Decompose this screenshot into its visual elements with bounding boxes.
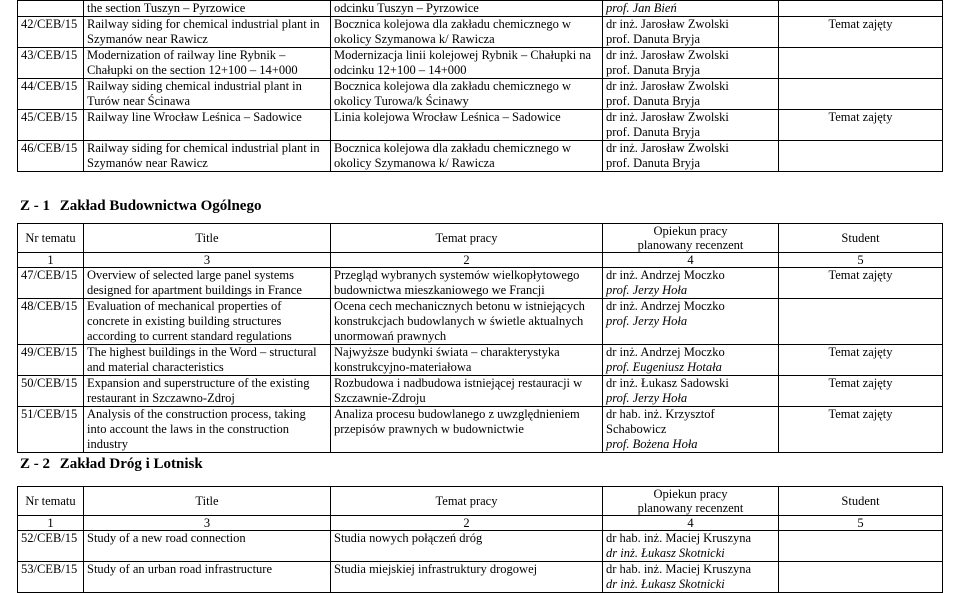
topic-title-en-line: Railway line Wrocław Leśnica – Sadowice xyxy=(87,110,302,124)
topic-title-pl-line: Przegląd wybranych systemów wielkopłytowego xyxy=(334,268,580,282)
topic-number: 44/CEB/15 xyxy=(18,79,84,110)
topic-title-pl-cell xyxy=(331,531,603,562)
table-row xyxy=(18,562,943,593)
supervisor-name: prof. Eugeniusz Hotała xyxy=(606,360,722,374)
student-status: Temat zajęty xyxy=(779,407,943,453)
topic-title-en-line: Railway siding for chemical industrial plant in xyxy=(87,141,320,155)
student-status xyxy=(779,48,943,79)
table-row xyxy=(18,110,943,141)
supervisor-name: prof. Danuta Bryja xyxy=(606,63,701,77)
supervisor-name: dr inż. Jarosław Zwolski xyxy=(606,48,729,62)
topic-title-pl-line: okolicy Szymanowa k/ Rawicza xyxy=(334,32,495,46)
topic-title-pl-line: Rozbudowa i nadbudowa istniejącej restauracji w xyxy=(334,376,583,390)
topic-title-pl-line: konstrukcyjno-materiałowa xyxy=(334,360,472,374)
topic-number xyxy=(18,1,84,17)
topic-title-en-cell xyxy=(84,48,331,79)
header-nr: Nr tematu xyxy=(18,487,84,516)
topic-title-en-cell xyxy=(84,562,331,593)
supervisor-name: prof. Danuta Bryja xyxy=(606,125,701,139)
topic-title-en-line: concrete in existing building structures xyxy=(87,314,282,328)
topic-title-en-cell xyxy=(84,268,331,299)
topic-title-en-cell xyxy=(84,345,331,376)
supervisor-cell xyxy=(603,376,779,407)
column-number: 1 xyxy=(18,253,84,268)
supervisor-name: dr hab. inż. Maciej Kruszyna xyxy=(606,562,752,576)
student-status xyxy=(779,1,943,17)
supervisor-cell xyxy=(603,141,779,172)
header-nr: Nr tematu xyxy=(18,224,84,253)
topic-title-pl-line: Analiza procesu budowlanego z uwzględnieniem xyxy=(334,407,580,421)
column-number-row xyxy=(18,516,943,531)
topic-title-en-line: The highest buildings in the Word – structural xyxy=(87,345,317,359)
header-student: Student xyxy=(779,487,943,516)
topic-number: 48/CEB/15 xyxy=(18,299,84,345)
topic-title-pl-line: Najwyższe budynki świata – charakterystyka xyxy=(334,345,560,359)
supervisor-name: dr inż. Jarosław Zwolski xyxy=(606,110,729,124)
section-z2-body xyxy=(18,531,943,593)
header-title: Title xyxy=(84,487,331,516)
supervisor-cell xyxy=(603,268,779,299)
supervisor-cell xyxy=(603,562,779,593)
topic-title-en-line: Expansion and superstructure of the existing xyxy=(87,376,310,390)
topic-title-en-cell xyxy=(84,110,331,141)
table-header-row xyxy=(18,487,943,516)
student-status: Temat zajęty xyxy=(779,376,943,407)
section-heading-z1 xyxy=(20,198,267,215)
supervisor-name: dr inż. Łukasz Sadowski xyxy=(606,376,729,390)
topic-title-pl-line: budownictwa mieszkaniowego we Francji xyxy=(334,283,545,297)
column-number: 5 xyxy=(779,516,943,531)
supervisor-name: prof. Jan Bień xyxy=(606,1,677,15)
supervisor-name: dr inż. Andrzej Moczko xyxy=(606,345,725,359)
topic-number: 49/CEB/15 xyxy=(18,345,84,376)
student-status: Temat zajęty xyxy=(779,268,943,299)
supervisor-name: dr inż. Jarosław Zwolski xyxy=(606,79,729,93)
table-header-row xyxy=(18,224,943,253)
topic-number: 42/CEB/15 xyxy=(18,17,84,48)
supervisor-cell xyxy=(603,531,779,562)
topic-title-pl-line: Bocznica kolejowa dla zakładu chemicznego w xyxy=(334,79,572,93)
supervisor-name: dr hab. inż. Krzysztof xyxy=(606,407,715,421)
student-status: Temat zajęty xyxy=(779,345,943,376)
section-z1-body xyxy=(18,268,943,453)
supervisor-name: Schabowicz xyxy=(606,422,667,436)
topic-title-en-line: and material characteristics xyxy=(87,360,224,374)
topic-title-pl-cell xyxy=(331,376,603,407)
supervisor-name: prof. Jerzy Hoła xyxy=(606,283,688,297)
topic-title-pl-line: przepisów prawnych w budownictwie xyxy=(334,422,524,436)
table-row xyxy=(18,299,943,345)
header-supervisor-line2: planowany recenzent xyxy=(637,501,744,515)
topic-title-pl-line: okolicy Turowa/k Ścinawy xyxy=(334,94,469,108)
topic-title-en-cell xyxy=(84,141,331,172)
topic-title-en-cell xyxy=(84,79,331,110)
student-status: Temat zajęty xyxy=(779,110,943,141)
supervisor-cell xyxy=(603,17,779,48)
section-z1-table xyxy=(17,223,943,453)
topic-title-pl-cell xyxy=(331,407,603,453)
supervisor-name: dr inż. Jarosław Zwolski xyxy=(606,141,729,155)
topic-title-en-line: designed for apartment buildings in France xyxy=(87,283,302,297)
table-row xyxy=(18,141,943,172)
supervisor-cell xyxy=(603,1,779,17)
table-row xyxy=(18,376,943,407)
table-row xyxy=(18,268,943,299)
student-status: Temat zajęty xyxy=(779,17,943,48)
topic-number: 45/CEB/15 xyxy=(18,110,84,141)
section-name: Zakład Dróg i Lotnisk xyxy=(59,456,203,472)
topic-title-en-line: Railway siding for chemical industrial plant in xyxy=(87,17,320,31)
topic-title-en-line: Szymanów near Rawicz xyxy=(87,156,208,170)
column-number: 1 xyxy=(18,516,84,531)
header-supervisor xyxy=(603,224,779,253)
top-topics-body xyxy=(18,1,943,172)
column-number: 4 xyxy=(603,253,779,268)
topic-title-pl-line: Ocena cech mechanicznych betonu w istniejących xyxy=(334,299,585,313)
section-heading-z2 xyxy=(20,456,209,473)
topic-title-pl-cell xyxy=(331,562,603,593)
student-status xyxy=(779,531,943,562)
topic-title-en-line: the section Tuszyn – Pyrzowice xyxy=(87,1,246,15)
topic-number: 46/CEB/15 xyxy=(18,141,84,172)
supervisor-name: prof. Danuta Bryja xyxy=(606,32,701,46)
supervisor-cell xyxy=(603,110,779,141)
table-row xyxy=(18,407,943,453)
topic-title-pl-line: Studia miejskiej infrastruktury drogowej xyxy=(334,562,538,576)
topic-title-pl-cell xyxy=(331,110,603,141)
topic-number: 51/CEB/15 xyxy=(18,407,84,453)
topic-title-pl-cell xyxy=(331,48,603,79)
topic-title-pl-line: odcinku Tuszyn – Pyrzowice xyxy=(334,1,479,15)
topic-title-en-line: Study of a new road connection xyxy=(87,531,246,545)
topic-title-pl-line: Studia nowych połączeń dróg xyxy=(334,531,483,545)
section-z2-table xyxy=(17,486,943,593)
topic-title-en-line: Szymanów near Rawicz xyxy=(87,32,208,46)
topic-title-en-line: into account the laws in the construction xyxy=(87,422,290,436)
topic-title-en-line: Chałupki on the section 12+100 – 14+000 xyxy=(87,63,298,77)
supervisor-cell xyxy=(603,48,779,79)
topic-title-pl-cell xyxy=(331,1,603,17)
topic-number: 53/CEB/15 xyxy=(18,562,84,593)
topic-title-en-cell xyxy=(84,299,331,345)
supervisor-cell xyxy=(603,79,779,110)
student-status xyxy=(779,79,943,110)
table-row xyxy=(18,345,943,376)
topic-title-en-line: restaurant in Szczawno-Zdroj xyxy=(87,391,235,405)
topic-title-en-line: Analysis of the construction process, taking xyxy=(87,407,306,421)
topic-title-pl-cell xyxy=(331,17,603,48)
topic-title-pl-cell xyxy=(331,79,603,110)
supervisor-cell xyxy=(603,345,779,376)
table-row xyxy=(18,48,943,79)
topic-title-en-line: Study of an urban road infrastructure xyxy=(87,562,273,576)
topic-title-pl-line: Szczawnie-Zdroju xyxy=(334,391,426,405)
column-number: 5 xyxy=(779,253,943,268)
topic-title-en-line: Modernization of railway line Rybnik – xyxy=(87,48,286,62)
column-number: 3 xyxy=(84,253,331,268)
topic-title-en-line: industry xyxy=(87,437,128,451)
section-code: Z - 2 xyxy=(20,456,50,472)
header-temat: Temat pracy xyxy=(331,224,603,253)
supervisor-name: dr hab. inż. Maciej Kruszyna xyxy=(606,531,752,545)
topic-title-en-line: Evaluation of mechanical properties of xyxy=(87,299,282,313)
topic-title-en-cell xyxy=(84,17,331,48)
supervisor-name: dr inż. Łukasz Skotnicki xyxy=(606,546,725,560)
topic-title-en-cell xyxy=(84,1,331,17)
topic-title-pl-cell xyxy=(331,299,603,345)
topic-title-pl-cell xyxy=(331,345,603,376)
student-status xyxy=(779,299,943,345)
supervisor-name: prof. Danuta Bryja xyxy=(606,156,701,170)
supervisor-name: prof. Jerzy Hoła xyxy=(606,314,688,328)
supervisor-name: dr inż. Jarosław Zwolski xyxy=(606,17,729,31)
topic-title-pl-line: Modernizacja linii kolejowej Rybnik – Chałupki na xyxy=(334,48,592,62)
header-supervisor xyxy=(603,487,779,516)
supervisor-name: prof. Jerzy Hoła xyxy=(606,391,688,405)
topic-title-en-cell xyxy=(84,407,331,453)
topic-title-pl-cell xyxy=(331,141,603,172)
supervisor-cell xyxy=(603,299,779,345)
header-title: Title xyxy=(84,224,331,253)
topic-title-en-cell xyxy=(84,376,331,407)
header-student: Student xyxy=(779,224,943,253)
topic-title-pl-line: unormowań prawnych xyxy=(334,329,447,343)
table-row xyxy=(18,531,943,562)
supervisor-cell xyxy=(603,407,779,453)
section-code: Z - 1 xyxy=(20,198,50,214)
column-number: 4 xyxy=(603,516,779,531)
topic-title-pl-line: okolicy Szymanowa k/ Rawicza xyxy=(334,156,495,170)
student-status xyxy=(779,141,943,172)
topic-title-en-line: Railway siding chemical industrial plant in xyxy=(87,79,302,93)
header-supervisor-line2: planowany recenzent xyxy=(637,238,744,252)
supervisor-name: dr inż. Andrzej Moczko xyxy=(606,299,725,313)
supervisor-name: prof. Bożena Hoła xyxy=(606,437,698,451)
section-name: Zakład Budownictwa Ogólnego xyxy=(59,198,262,214)
topic-title-pl-line: Bocznica kolejowa dla zakładu chemicznego w xyxy=(334,141,572,155)
topic-title-pl-line: Bocznica kolejowa dla zakładu chemicznego w xyxy=(334,17,572,31)
column-number: 2 xyxy=(331,516,603,531)
header-supervisor-line1: Opiekun pracy xyxy=(653,487,728,501)
table-row xyxy=(18,1,943,17)
topic-title-en-cell xyxy=(84,531,331,562)
top-topics-table xyxy=(17,0,943,172)
supervisor-name: dr inż. Łukasz Skotnicki xyxy=(606,577,725,591)
supervisor-name: prof. Danuta Bryja xyxy=(606,94,701,108)
header-temat: Temat pracy xyxy=(331,487,603,516)
column-number: 3 xyxy=(84,516,331,531)
topic-number: 50/CEB/15 xyxy=(18,376,84,407)
topic-title-en-line: Overview of selected large panel systems xyxy=(87,268,294,282)
column-number-row xyxy=(18,253,943,268)
topic-title-pl-line: konstrukcjach budowlanych w świetle aktualnych xyxy=(334,314,584,328)
topic-title-en-line: Turów near Ścinawa xyxy=(87,94,190,108)
topic-title-en-line: according to current standard regulations xyxy=(87,329,292,343)
supervisor-name: dr inż. Andrzej Moczko xyxy=(606,268,725,282)
student-status xyxy=(779,562,943,593)
topic-title-pl-line: Linia kolejowa Wrocław Leśnica – Sadowice xyxy=(334,110,561,124)
topic-title-pl-cell xyxy=(331,268,603,299)
topic-title-pl-line: odcinku 12+100 – 14+000 xyxy=(334,63,467,77)
table-row xyxy=(18,17,943,48)
table-row xyxy=(18,79,943,110)
topic-number: 47/CEB/15 xyxy=(18,268,84,299)
topic-number: 52/CEB/15 xyxy=(18,531,84,562)
column-number: 2 xyxy=(331,253,603,268)
header-supervisor-line1: Opiekun pracy xyxy=(653,224,728,238)
topic-number: 43/CEB/15 xyxy=(18,48,84,79)
